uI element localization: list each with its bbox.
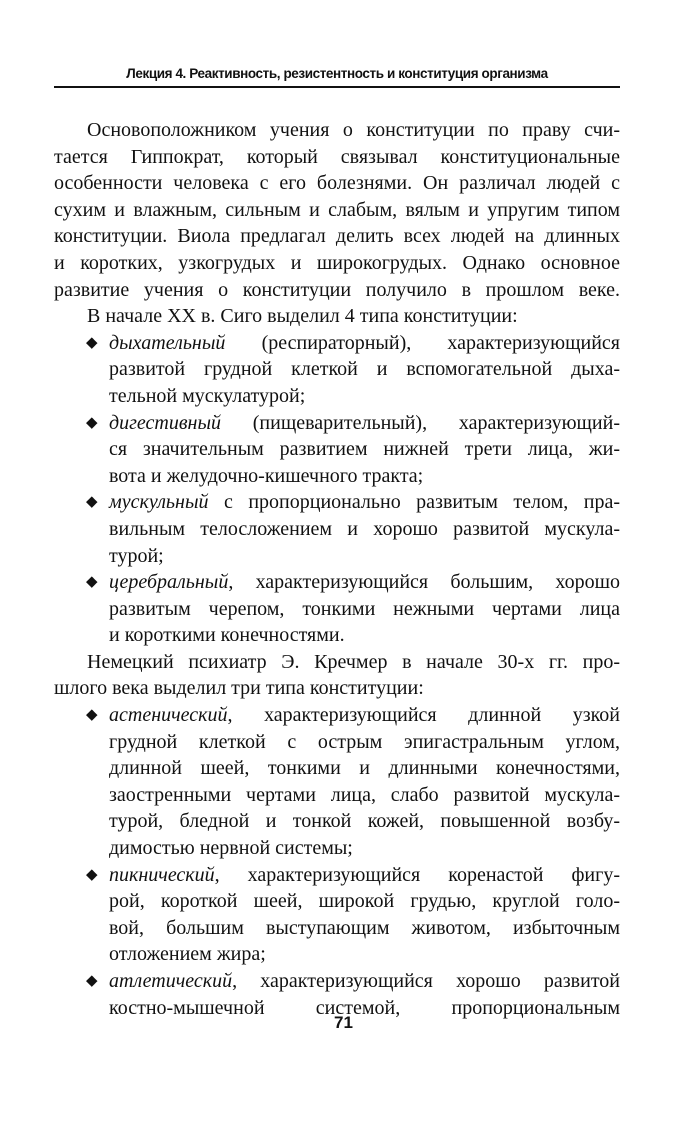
list-item-line: турой, бледной и тонкой кожей, повышенной возбу- [109, 810, 620, 833]
list-item-line: развитым черепом, тонкими нежными чертами лица [109, 597, 620, 620]
list-item: ◆ пикнический, характеризующийся коренастой фигу- [54, 862, 620, 889]
paragraph-line: конституции. Виола предлагал делить всех людей на длинных [54, 225, 620, 248]
paragraph-line: и коротких, узкогрудых и широкогрудых. Однако основное [54, 251, 620, 274]
list-item-line: вой, большим выступающим животом, избыточным [109, 916, 620, 939]
list-item-line: вота и желудочно-кишечного тракта; [109, 464, 424, 487]
paragraph-line: сухим и влажным, сильным и слабым, вялым и упругим типом [54, 198, 620, 221]
diamond-bullet-icon: ◆ [86, 334, 98, 351]
list-item-line: костно-мышечной системой, пропорциональным [109, 996, 620, 1019]
type-term: атлетический [109, 970, 233, 992]
running-header: Лекция 4. Реактивность, резистентность и конституция организма [126, 66, 548, 81]
list-item-line: грудной клеткой с острым эпигастральным углом, [109, 730, 620, 753]
paragraph-line: тается Гиппократ, который связывал конституциональные [54, 145, 620, 168]
list-item: ◆ астенический, характеризующийся длинной узкой [54, 702, 620, 729]
list-item-line: тельной мускулатурой; [109, 384, 306, 407]
list-item: ◆ церебральный, характеризующийся большим, хорошо [54, 569, 620, 596]
list-item-line: длинной шеей, тонкими и длинными конечностями, [109, 757, 620, 780]
diamond-bullet-icon: ◆ [86, 414, 98, 431]
list-item-line: отложением жира; [109, 943, 266, 966]
list-item-line: ся значительным развитием нижней трети лица, жи- [109, 438, 620, 461]
type-term: дигестивный [109, 411, 222, 434]
list-item: ◆ атлетический, характеризующийся хорошо развитой [54, 968, 620, 995]
list-item: ◆ мускульный с пропорционально развитым телом, пра- [54, 489, 620, 516]
header-rule [54, 86, 620, 88]
paragraph-line: В начале XX в. Сиго выделил 4 типа конституции: [87, 305, 518, 328]
list-item-line: развитой грудной клеткой и вспомогательной дыха- [109, 358, 620, 381]
list-item: ◆ дыхательный (респираторный), характеризующийся [54, 330, 620, 357]
list-item-line: заостренными чертами лица, слабо развитой мускула- [109, 783, 620, 806]
diamond-bullet-icon: ◆ [86, 494, 98, 511]
list-item-line: рой, короткой шеей, широкой грудью, круглой голо- [109, 890, 620, 913]
paragraph-line: Основоположником учения о конституции по праву счи- [87, 119, 620, 141]
list-item-line: димостью нервной системы; [109, 837, 353, 860]
paragraph-line: особенности человека с его болезнями. Он различал людей с [54, 172, 620, 195]
diamond-bullet-icon: ◆ [86, 866, 98, 883]
diamond-bullet-icon: ◆ [86, 973, 98, 989]
paragraph-line: шлого века выделил три типа конституции: [54, 677, 424, 700]
list-item-line: и короткими конечностями. [109, 624, 345, 647]
type-term: дыхательный [109, 331, 226, 354]
paragraph-line: Немецкий психиатр Э. Кречмер в начале 30-х гг. про- [87, 650, 620, 673]
diamond-bullet-icon: ◆ [86, 574, 98, 591]
diamond-bullet-icon: ◆ [86, 707, 98, 724]
list-item-line: турой; [109, 544, 164, 567]
page-body [54, 117, 620, 1021]
type-term: астенический [109, 704, 228, 727]
list-item: ◆ дигестивный (пищеварительный), характеризующий- [54, 410, 620, 437]
paragraph-line: развитие учения о конституции получило в прошлом веке. [54, 278, 620, 301]
type-term: церебральный [109, 571, 229, 594]
page-number: 71 [334, 1013, 353, 1032]
list-item-line: вильным телосложением и хорошо развитой мускула- [109, 517, 620, 540]
type-term: мускульный [109, 491, 209, 514]
type-term: пикнический [109, 863, 215, 886]
